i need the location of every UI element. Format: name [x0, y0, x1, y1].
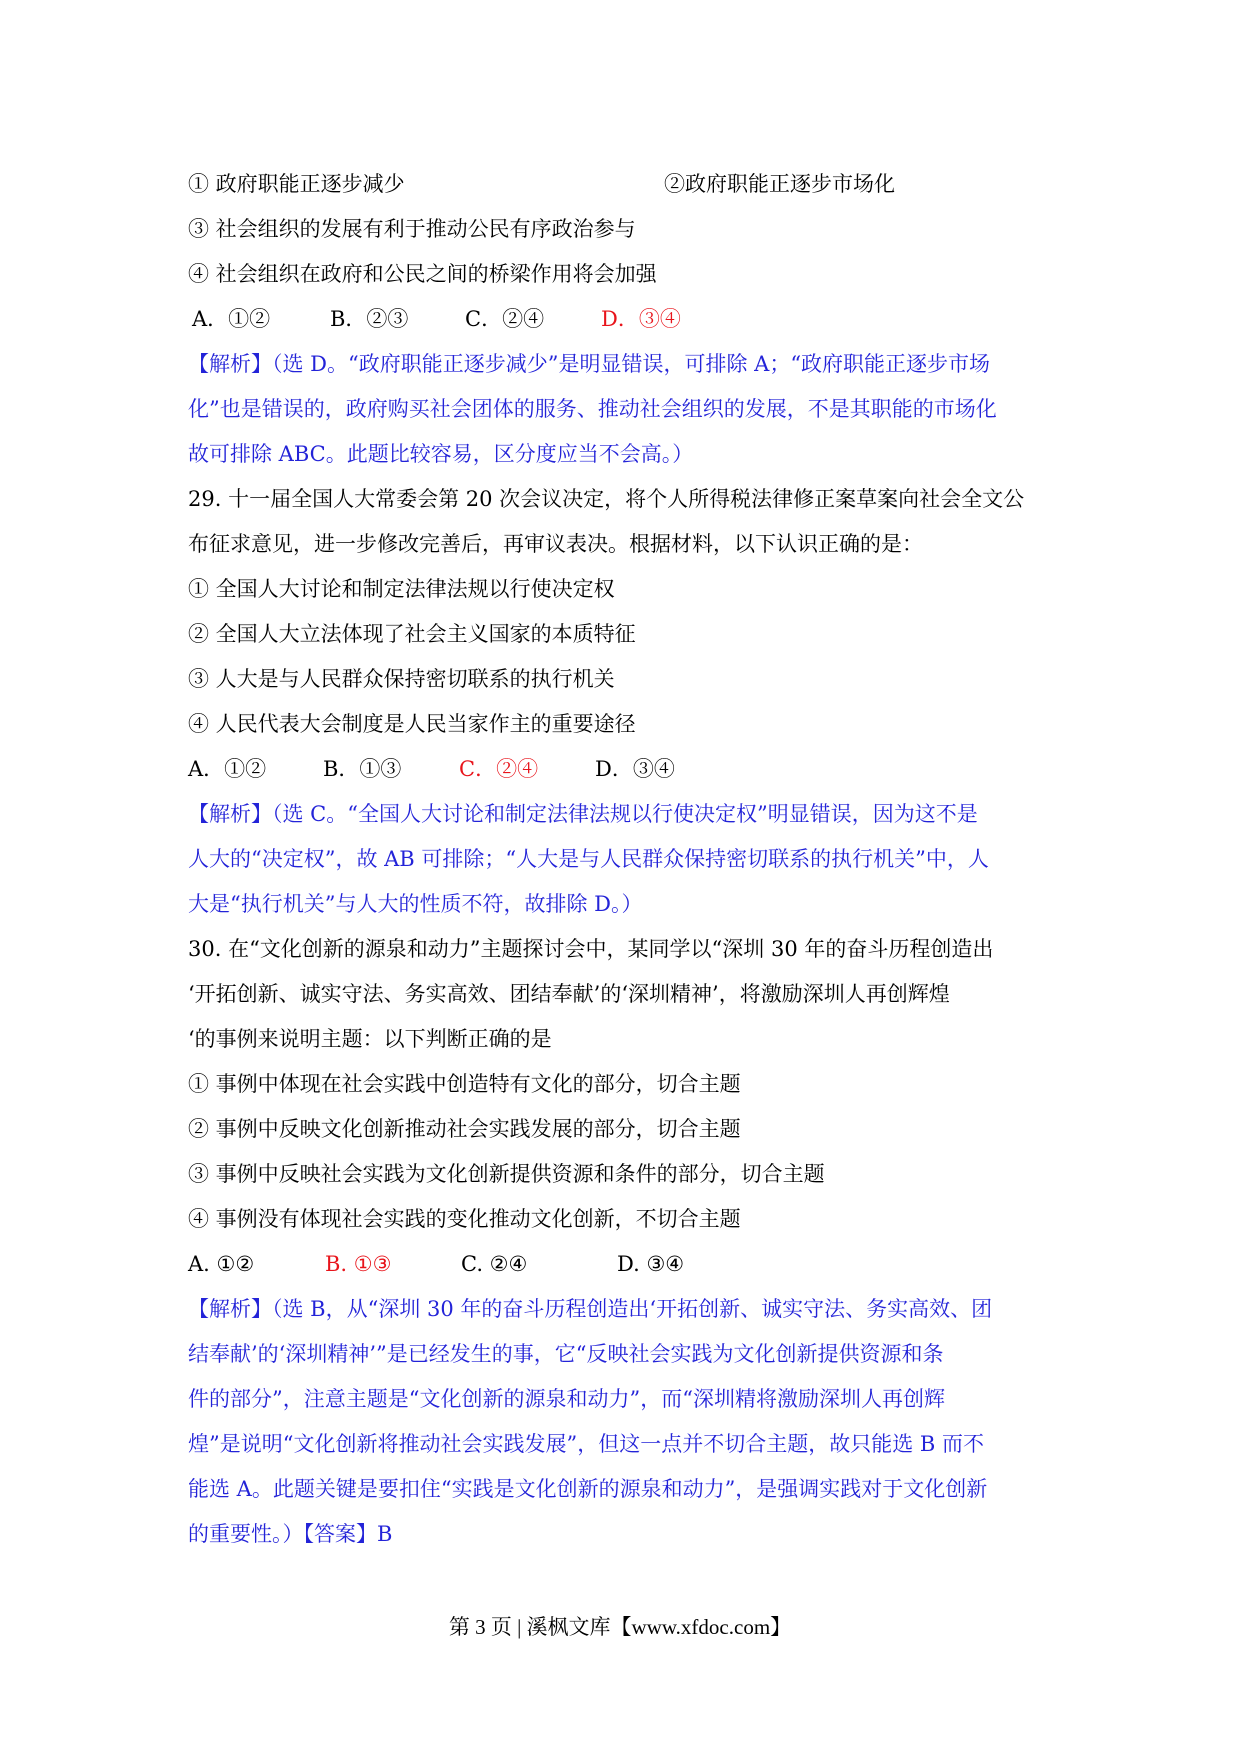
- q30-stem-line: ‘开拓创新、诚实守法、务实高效、团结奉献’的‘深圳精神’，将激励深圳人再创辉煌: [188, 982, 950, 1006]
- q28-choices: [188, 297, 1058, 342]
- q28-analysis-line: 【解析】（选 D。“政府职能正逐步减少”是明显错误，可排除 A；“政府职能正逐步市场: [188, 352, 991, 376]
- q30-analysis-line: 能选 A。此题关键是要扣住“实践是文化创新的源泉和动力”，是强调实践对于文化创新: [188, 1477, 988, 1501]
- q29-option-2: ② 全国人大立法体现了社会主义国家的本质特征: [188, 622, 636, 646]
- q30-analysis-line: 【解析】（选 B，从“深圳 30 年的奋斗历程创造出‘开拓创新、诚实守法、务实高效、团: [188, 1297, 993, 1321]
- q30-option-1: ① 事例中体现在社会实践中创造特有文化的部分，切合主题: [188, 1072, 741, 1096]
- q30-choice-a: A. ①②: [188, 1252, 255, 1276]
- q29-choice-d: D．③④: [595, 757, 675, 781]
- q28-choice-d-correct: D．③④: [601, 307, 681, 331]
- q29-option-1: ① 全国人大讨论和制定法律法规以行使决定权: [188, 577, 615, 601]
- q29-choice-c-correct: C．②④: [459, 757, 539, 781]
- q30-stem-line: ‘的事例来说明主题：以下判断正确的是: [188, 1027, 552, 1051]
- q28-analysis-line: 化”也是错误的，政府购买社会团体的服务、推动社会组织的发展，不是其职能的市场化: [188, 397, 997, 421]
- q29-analysis-line: 大是“执行机关”与人大的性质不符，故排除 D。）: [188, 892, 643, 916]
- q30-option-2: ② 事例中反映文化创新推动社会实践发展的部分，切合主题: [188, 1117, 741, 1141]
- q30-choice-c: C. ②④: [461, 1252, 528, 1276]
- q28-choice-b: B．②③: [330, 307, 409, 331]
- q30-analysis: [188, 1287, 1058, 1557]
- q29-choice-b: B．①③: [323, 757, 402, 781]
- q30-analysis-line: 的重要性。）【答案】B: [188, 1522, 393, 1546]
- q30-analysis-line: 煌”是说明“文化创新将推动社会实践发展”，但这一点并不切合主题，故只能选 B 而不: [188, 1432, 984, 1456]
- q28-choice-c: C．②④: [465, 307, 545, 331]
- q29-choices: [188, 747, 1058, 792]
- q30-option-4: ④ 事例没有体现社会实践的变化推动文化创新，不切合主题: [188, 1207, 741, 1231]
- q30-analysis-line: 结奉献’的‘深圳精神’”是已经发生的事，它“反映社会实践为文化创新提供资源和条: [188, 1342, 944, 1366]
- q28-analysis-line: 故可排除 ABC。此题比较容易，区分度应当不会高。）: [188, 442, 694, 466]
- q28-analysis: [188, 342, 1058, 477]
- document-body: [188, 162, 1058, 1557]
- q30-option-3: ③ 事例中反映社会实践为文化创新提供资源和条件的部分，切合主题: [188, 1162, 825, 1186]
- q30-choices: [188, 1242, 1058, 1287]
- q28-choice-a: A．①②: [192, 307, 271, 331]
- q28-options-row-1: [188, 162, 1058, 207]
- q29-choice-a: A．①②: [188, 757, 267, 781]
- q30-analysis-line: 件的部分”，注意主题是“文化创新的源泉和动力”，而“深圳精将激励深圳人再创辉: [188, 1387, 945, 1411]
- q29-analysis: [188, 792, 1058, 927]
- q28-option-2: ②政府职能正逐步市场化: [664, 172, 895, 196]
- q28-option-1: ① 政府职能正逐步减少: [188, 172, 405, 196]
- q28-option-4: ④ 社会组织在政府和公民之间的桥梁作用将会加强: [188, 262, 657, 286]
- q29-option-3: ③ 人大是与人民群众保持密切联系的执行机关: [188, 667, 615, 691]
- q29-stem-line: 29. 十一届全国人大常委会第 20 次会议决定，将个人所得税法律修正案草案向社会全文公: [188, 487, 1025, 511]
- q30-stem-line: 30. 在“文化创新的源泉和动力”主题探讨会中，某同学以“深圳 30 年的奋斗历程创造出: [188, 937, 994, 961]
- q30-choice-b-correct: B. ①③: [325, 1252, 392, 1276]
- q30-choice-d: D. ③④: [617, 1252, 685, 1276]
- q29-option-4: ④ 人民代表大会制度是人民当家作主的重要途径: [188, 712, 636, 736]
- q29-stem-line: 布征求意见，进一步修改完善后，再审议表决。根据材料，以下认识正确的是：: [188, 532, 923, 556]
- q28-option-3: ③ 社会组织的发展有利于推动公民有序政治参与: [188, 217, 636, 241]
- q29-analysis-line: 人大的“决定权”，故 AB 可排除；“人大是与人民群众保持密切联系的执行机关”中，人: [188, 847, 989, 871]
- q29-analysis-line: 【解析】（选 C。“全国人大讨论和制定法律法规以行使决定权”明显错误，因为这不是: [188, 802, 978, 826]
- page-footer: 第 3 页 | 溪枫文库【www.xfdoc.com】: [448, 1615, 792, 1639]
